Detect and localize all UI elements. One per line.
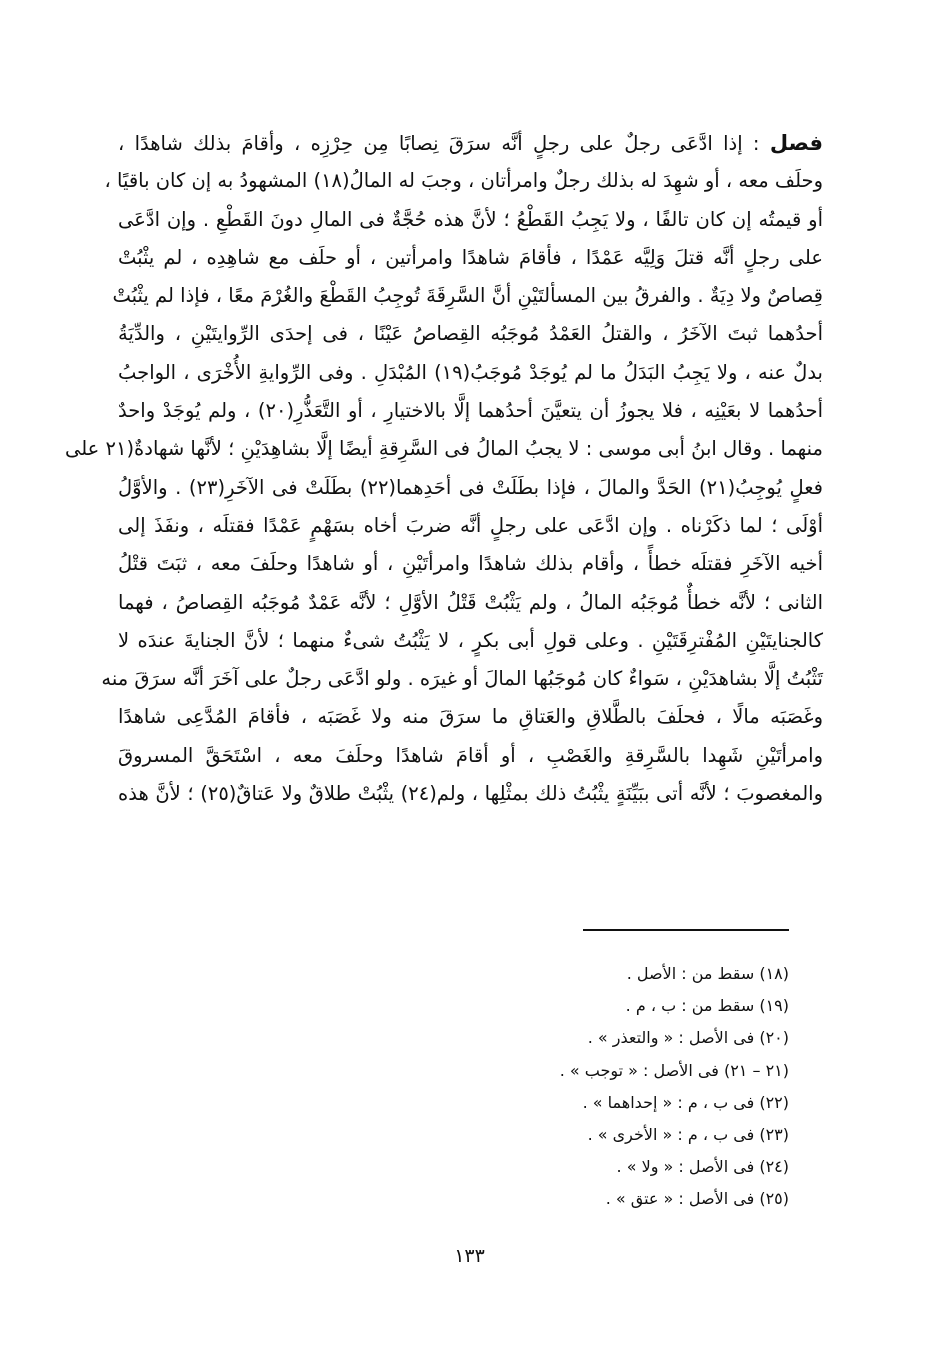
page-number: ١٣٣ [454, 1245, 485, 1267]
footnote-item: (٢١ – ٢١) فى الأصل : « توجب » . [559, 1060, 789, 1080]
text-line: وامرأتَيْنِ شَهِدا بالسَّرِقةِ والغَصْبِ ، أو أقامَ شاهدًا وحلَفَ معه ، اسْتَحَقَّ المسروقَ [118, 743, 823, 767]
text-line: قِصاصٌ ولا دِيَةٌ . والفرقُ بين المسألتَيْنِ أنَّ السَّرِقَةَ تُوجِبُ القَطْعَ والغُرْمَ معًا ، فإذا لم يثْبُتْ [112, 284, 823, 308]
footnote-item: (٢٣) فى ب ، م : « الأخرى » . [587, 1124, 789, 1144]
text-line-content: : إذا ادَّعَى رجلٌ على رجلٍ أنَّه سرَقَ نِصابًا مِن حِرْزِه ، وأقامَ بذلك شاهدًا ، [118, 132, 760, 155]
footnote-item: (٢٠) فى الأصل : « والتعذر » . [587, 1028, 789, 1048]
text-line: أو قيمتُه إن كان تالفًا ، ولا يَجِبُ القَطْعُ ؛ لأنَّ هذه حُجَّةٌ فى المالِ دونَ القَطْعِ . وإن ادَّعَى [118, 207, 823, 231]
text-line: وحلَف معه ، أو شهِدَ له بذلك رجلٌ وامرأتان ، وجبَ له المالُ(١٨) المشهودُ به إن كان باقيًا ، [104, 169, 823, 193]
section-heading: فصل [769, 131, 823, 155]
text-line: الثانى ؛ لأنَّه خطأٌ مُوجَبُه المالُ ، ولم يَثْبُتْ قَتْلُ الأوَّلِ ؛ لأنَّه عَمْدٌ مُوجَبُه القِصاصُ ، فهما [118, 590, 823, 614]
text-line: بدلٌ عنه ، ولا يَجِبُ البَدَلُ ما لم يُوجَدْ مُوجَبُ(١٩) المُبْدَلِ . وفى الرِّوايةِ الأُخْرَى ، الواجبُ [118, 360, 823, 384]
text-line: فعلٍ يُوجِبُ(٢١) الحَدَّ والمالَ ، فإذا بطَلَتْ فى أحَدِهما(٢٢) بطَلَتْ فى الآخَرِ(٢٣) . والأوَّلُ [118, 475, 823, 499]
text-line: والمغصوبَ ؛ لأنَّه أتى ببَيِّنَةٍ يثْبُتُ ذلك بمثْلِها ، ولم(٢٤) يثْبُتْ طلاقٌ ولا عَتاقٌ(٢٥) ؛ لأنَّ هذه [118, 782, 823, 806]
footnote-item: (١٩) سقط من : ب ، م . [625, 996, 789, 1016]
text-line: أحدُهما ثبتَ الآخَرُ ، والقتلُ العَمْدُ مُوجَبُه القِصاصُ عَيْنًا ، فى إحدَى الرِّوايتَيْنِ ، والدِّيَةُ [118, 322, 823, 346]
text-line: أحدُهما لا بعَيْنِه ، فلا يجوزُ أن يتعيَّنَ أحدُهما إلَّا بالاختيارِ ، أو التَّعَذُّرِ(٢٠) ، ولم يُوجَدْ واحدٌ [118, 399, 823, 423]
footnote-item: (٢٥) فى الأصل : « عتق » . [605, 1189, 789, 1209]
main-text-block [64, 124, 823, 813]
text-line: وغَصَبَه مالًا ، فحلَفَ بالطَّلاقِ والعَتاقِ ما سرَقَ منه ولا غَصَبَه ، فأقامَ المُدَّعِى شاهدًا [118, 705, 823, 729]
text-line: أوْلَى ؛ لما ذكَرْناه . وإن ادَّعَى على رجلٍ أنَّه ضربَ أخاه بسَهْمٍ عَمْدًا فقتلَه ، ونفَذَ إلى [118, 513, 823, 537]
text-line: أخيه الآخَرِ فقتلَه خطأً ، وأقام بذلك شاهدًا وامرأتَيْنِ ، أو شاهدًا وحلَفَ معه ، ثبَتَ قتْلُ [118, 552, 823, 576]
footnote-item: (١٨) سقط من : الأصل . [626, 964, 789, 983]
text-line: تَثْبُتُ إلَّا بشاهدَيْنِ ، سَواءٌ كان مُوجَبُها المالَ أو غيرَه . ولو ادَّعَى رجلٌ على آخَرَ أنَّه سرَقَ منه [101, 667, 823, 691]
footnotes-block [560, 958, 789, 1216]
text-line: منهما . وقال ابنُ أبى موسى : لا يجبُ المالُ فى السَّرِقةِ أيضًا إلَّا بشاهِدَيْنِ ؛ لأنَّها شهادةٌ(٢١ على [64, 437, 823, 461]
text-line: كالجنايتَيْنِ المُفْترِقَتَيْنِ . وعلى قولِ أبى بكرٍ ، لا يَثْبُتُ شىءٌ منهما ؛ لأنَّ الجنايةَ عندَه لا [118, 628, 823, 652]
footnote-item: (٢٤) فى الأصل : « ولا » . [616, 1157, 789, 1177]
text-line: على رجلٍ أنَّه قتلَ وَلِيَّه عَمْدًا ، فأقامَ شاهدًا وامرأتين ، أو حلَف مع شاهِدِه ، لم يثْبُتْ [118, 245, 823, 269]
footnote-divider [583, 929, 789, 931]
footnote-item: (٢٢) فى ب ، م : « إحداهما » . [582, 1092, 789, 1112]
text-line [118, 124, 823, 162]
